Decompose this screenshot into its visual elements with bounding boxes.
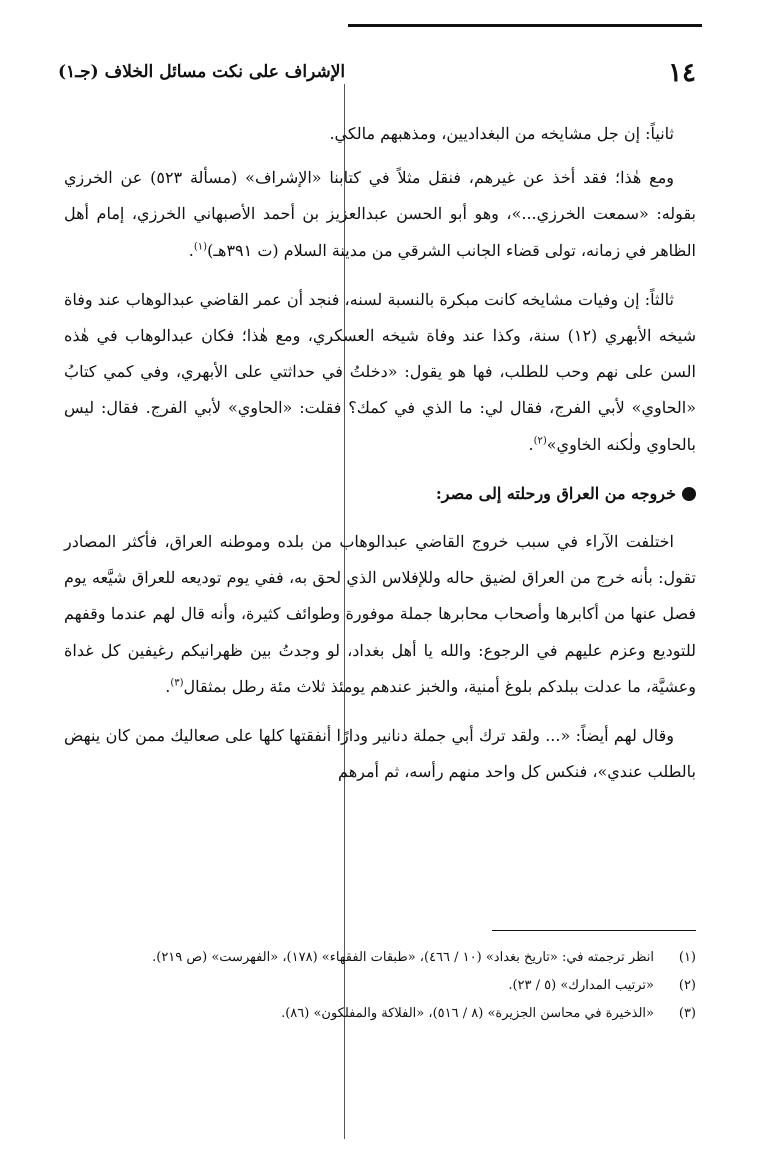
header-rule	[348, 24, 702, 27]
bullet-icon	[682, 487, 696, 501]
paragraph: ومع هٰذا؛ فقد أخذ عن غيرهم، فنقل مثلاً في كتابنا «الإشراف» (مسألة ٥٢٣) عن الخرزي بقوله: «سمعت الخرزي...»، وهو أبو الحسن عبدالعزيز بن أحمد الأصبهاني الخرزي، إمام أهل الظاهر في زمانه، تولى قضاء الجانب الشرقي من مدينة السلام (ت ٣٩١هـ)$^{(١)}$.	[64, 168, 696, 260]
footnote-rule	[492, 930, 696, 931]
footnote-text: انظر ترجمته في: «تاريخ بغداد» (١٠ / ٤٦٦)، «طبقات الفقهاء» (١٧٨)، «الفهرست» (ص ٢١٩).	[152, 950, 654, 965]
footnote-ref: (٢)	[533, 435, 547, 447]
paragraph: اختلفت الآراء في سبب خروج القاضي عبدالوهاب من بلده وموطنه العراق، فأكثر المصادر تقول: بأنه خرج من العراق لضيق حاله وللإفلاس الذي لحق به، ففي يوم توديعه للعراق شيَّعه يوم فصل عنها من أكابرها وأصحاب محابرها جملة موفورة وطوائف كثيرة، وأنه قال لهم عندما وقفهم للتوديع وعزم عليهم في الرجوع: والله يا أهل بغداد، لو وجدتُ بين ظهرانيكم رغيفين كل غداة وعشيَّة، ما عدلت ببلدكم بلوغ أمنية، والخبز عندهم يومئذ ثلاث مئة رطل بمثقال$^{(٣)}$.	[64, 532, 697, 696]
paragraph: ثالثاً: إن وفيات مشايخه كانت مبكرة بالنسبة لسنه، فنجد أن عمر القاضي عبدالوهاب عند وفاة شيخه الأبهري (١٢) سنة، وكذا عند وفاة شيخه العسكري، ومع هٰذا؛ فكان عبدالوهاب في هٰذه السن على نهم وحب للطلب، فها هو يقول: «دخلتُ في حداثتي على الأبهري، وفي كمي كتابُ «الحاوي» لأبي الفرج، فقال لي: ما الذي في كمك؟ فقلت: «الحاوي» لأبي الفرج. فقال: ليس بالحاوي ولٰكنه الخاوي»$^{(٢)}$.	[64, 289, 697, 454]
main-text	[64, 116, 696, 803]
footnote-number: (٢)	[678, 978, 696, 993]
footnote	[64, 972, 696, 1000]
footnote-text: «الذخيرة في محاسن الجزيرة» (٨ / ٥١٦)، «الفلاكة والمفلكون» (٨٦).	[281, 1006, 654, 1021]
footnote	[64, 1000, 696, 1028]
running-title: الإشراف على نكت مسائل الخلاف (جـ١)	[58, 62, 346, 82]
page-header	[58, 58, 702, 96]
footnote-text: «ترتيب المدارك» (٥ / ٢٣).	[508, 978, 654, 993]
page-number: ١٤	[668, 58, 696, 88]
section-heading: خروجه من العراق ورحلته إلى مصر:	[64, 476, 696, 512]
footnote	[64, 944, 696, 972]
footnote-ref: (٣)	[170, 677, 184, 689]
footnotes	[64, 944, 696, 1028]
paragraph: وقال لهم أيضاً: «... ولقد ترك أبي جملة دنانير ودارًا أنفقتها كلها على صعاليك ممن كان ينهض بالطلب عندي»، فنكس كل واحد منهم رأسه، ثم أمرهم	[64, 726, 696, 782]
footnote-number: (٣)	[678, 1006, 696, 1021]
paragraph: ثانياً: إن جل مشايخه من البغداديين، ومذهبهم مالكي.	[329, 124, 674, 143]
footnote-ref: (١)	[193, 241, 208, 253]
footnote-number: (١)	[678, 950, 696, 965]
